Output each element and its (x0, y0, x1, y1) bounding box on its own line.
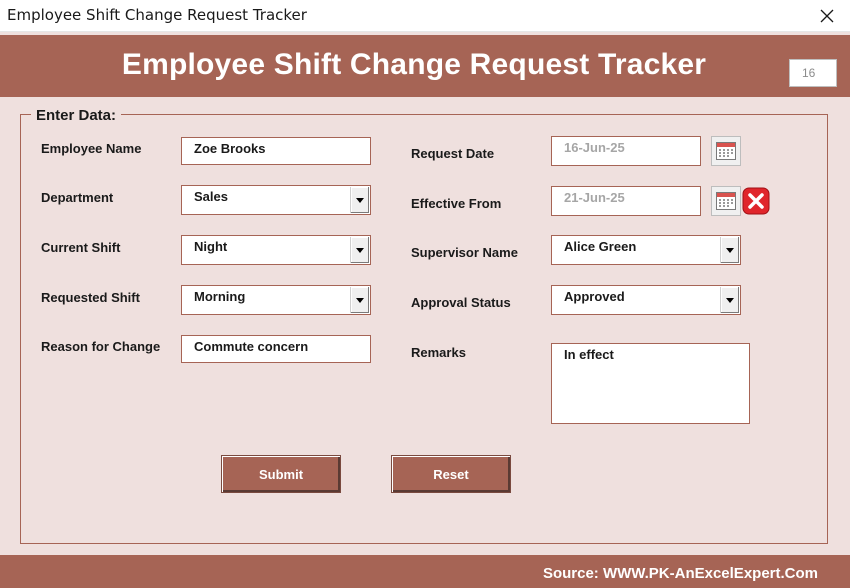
window-titlebar (0, 0, 850, 32)
current-shift-dropdown-button[interactable] (350, 237, 369, 263)
supervisor-value: Alice Green (564, 239, 637, 254)
submit-button[interactable]: Submit (221, 455, 341, 493)
calendar-icon (716, 192, 736, 210)
requested-shift-value: Morning (194, 289, 246, 304)
chevron-down-icon (726, 298, 734, 303)
current-shift-label: Current Shift (41, 240, 121, 255)
approval-status-value: Approved (564, 289, 625, 304)
form-client-area (0, 32, 850, 588)
requested-shift-dropdown-button[interactable] (350, 287, 369, 313)
reset-button[interactable]: Reset (391, 455, 511, 493)
supervisor-combobox[interactable] (551, 235, 741, 265)
reason-field[interactable]: Commute concern (181, 335, 371, 363)
close-icon (820, 9, 834, 23)
department-dropdown-button[interactable] (350, 187, 369, 213)
reason-label: Reason for Change (41, 339, 161, 354)
source-credit: Source: WWW.PK-AnExcelExpert.Com (542, 565, 818, 582)
request-date-calendar-button[interactable] (711, 136, 741, 166)
chevron-down-icon (356, 198, 364, 203)
requested-shift-combobox[interactable] (181, 285, 371, 315)
page-title: Employee Shift Change Request Tracker (121, 48, 707, 81)
chevron-down-icon (356, 298, 364, 303)
approval-status-combobox[interactable] (551, 285, 741, 315)
supervisor-label: Supervisor Name (411, 245, 518, 260)
approval-status-dropdown-button[interactable] (720, 287, 739, 313)
header-banner (0, 35, 850, 97)
window-title: Employee Shift Change Request Tracker (7, 6, 307, 24)
department-value: Sales (194, 189, 228, 204)
effective-from-label: Effective From (411, 196, 502, 211)
department-combobox[interactable] (181, 185, 371, 215)
supervisor-dropdown-button[interactable] (720, 237, 739, 263)
effective-from-field[interactable]: 21-Jun-25 (551, 186, 701, 216)
window-close-button[interactable] (804, 0, 850, 31)
clear-effective-date-button[interactable] (741, 186, 771, 216)
remarks-textarea[interactable]: In effect (551, 343, 750, 424)
chevron-down-icon (356, 248, 364, 253)
effective-from-calendar-button[interactable] (711, 186, 741, 216)
approval-status-label: Approval Status (411, 295, 511, 310)
current-shift-value: Night (194, 239, 228, 254)
clear-x-icon (742, 187, 770, 215)
request-date-field[interactable]: 16-Jun-25 (551, 136, 701, 166)
department-label: Department (41, 190, 114, 205)
frame-legend: Enter Data: (31, 107, 121, 124)
employee-name-label: Employee Name (41, 141, 142, 156)
request-date-label: Request Date (411, 146, 495, 161)
calendar-icon (716, 142, 736, 160)
footer-bar (0, 555, 850, 588)
record-count-box: 16 (789, 59, 837, 87)
requested-shift-label: Requested Shift (41, 290, 140, 305)
current-shift-combobox[interactable] (181, 235, 371, 265)
employee-name-field[interactable]: Zoe Brooks (181, 137, 371, 165)
chevron-down-icon (726, 248, 734, 253)
remarks-label: Remarks (411, 345, 466, 360)
